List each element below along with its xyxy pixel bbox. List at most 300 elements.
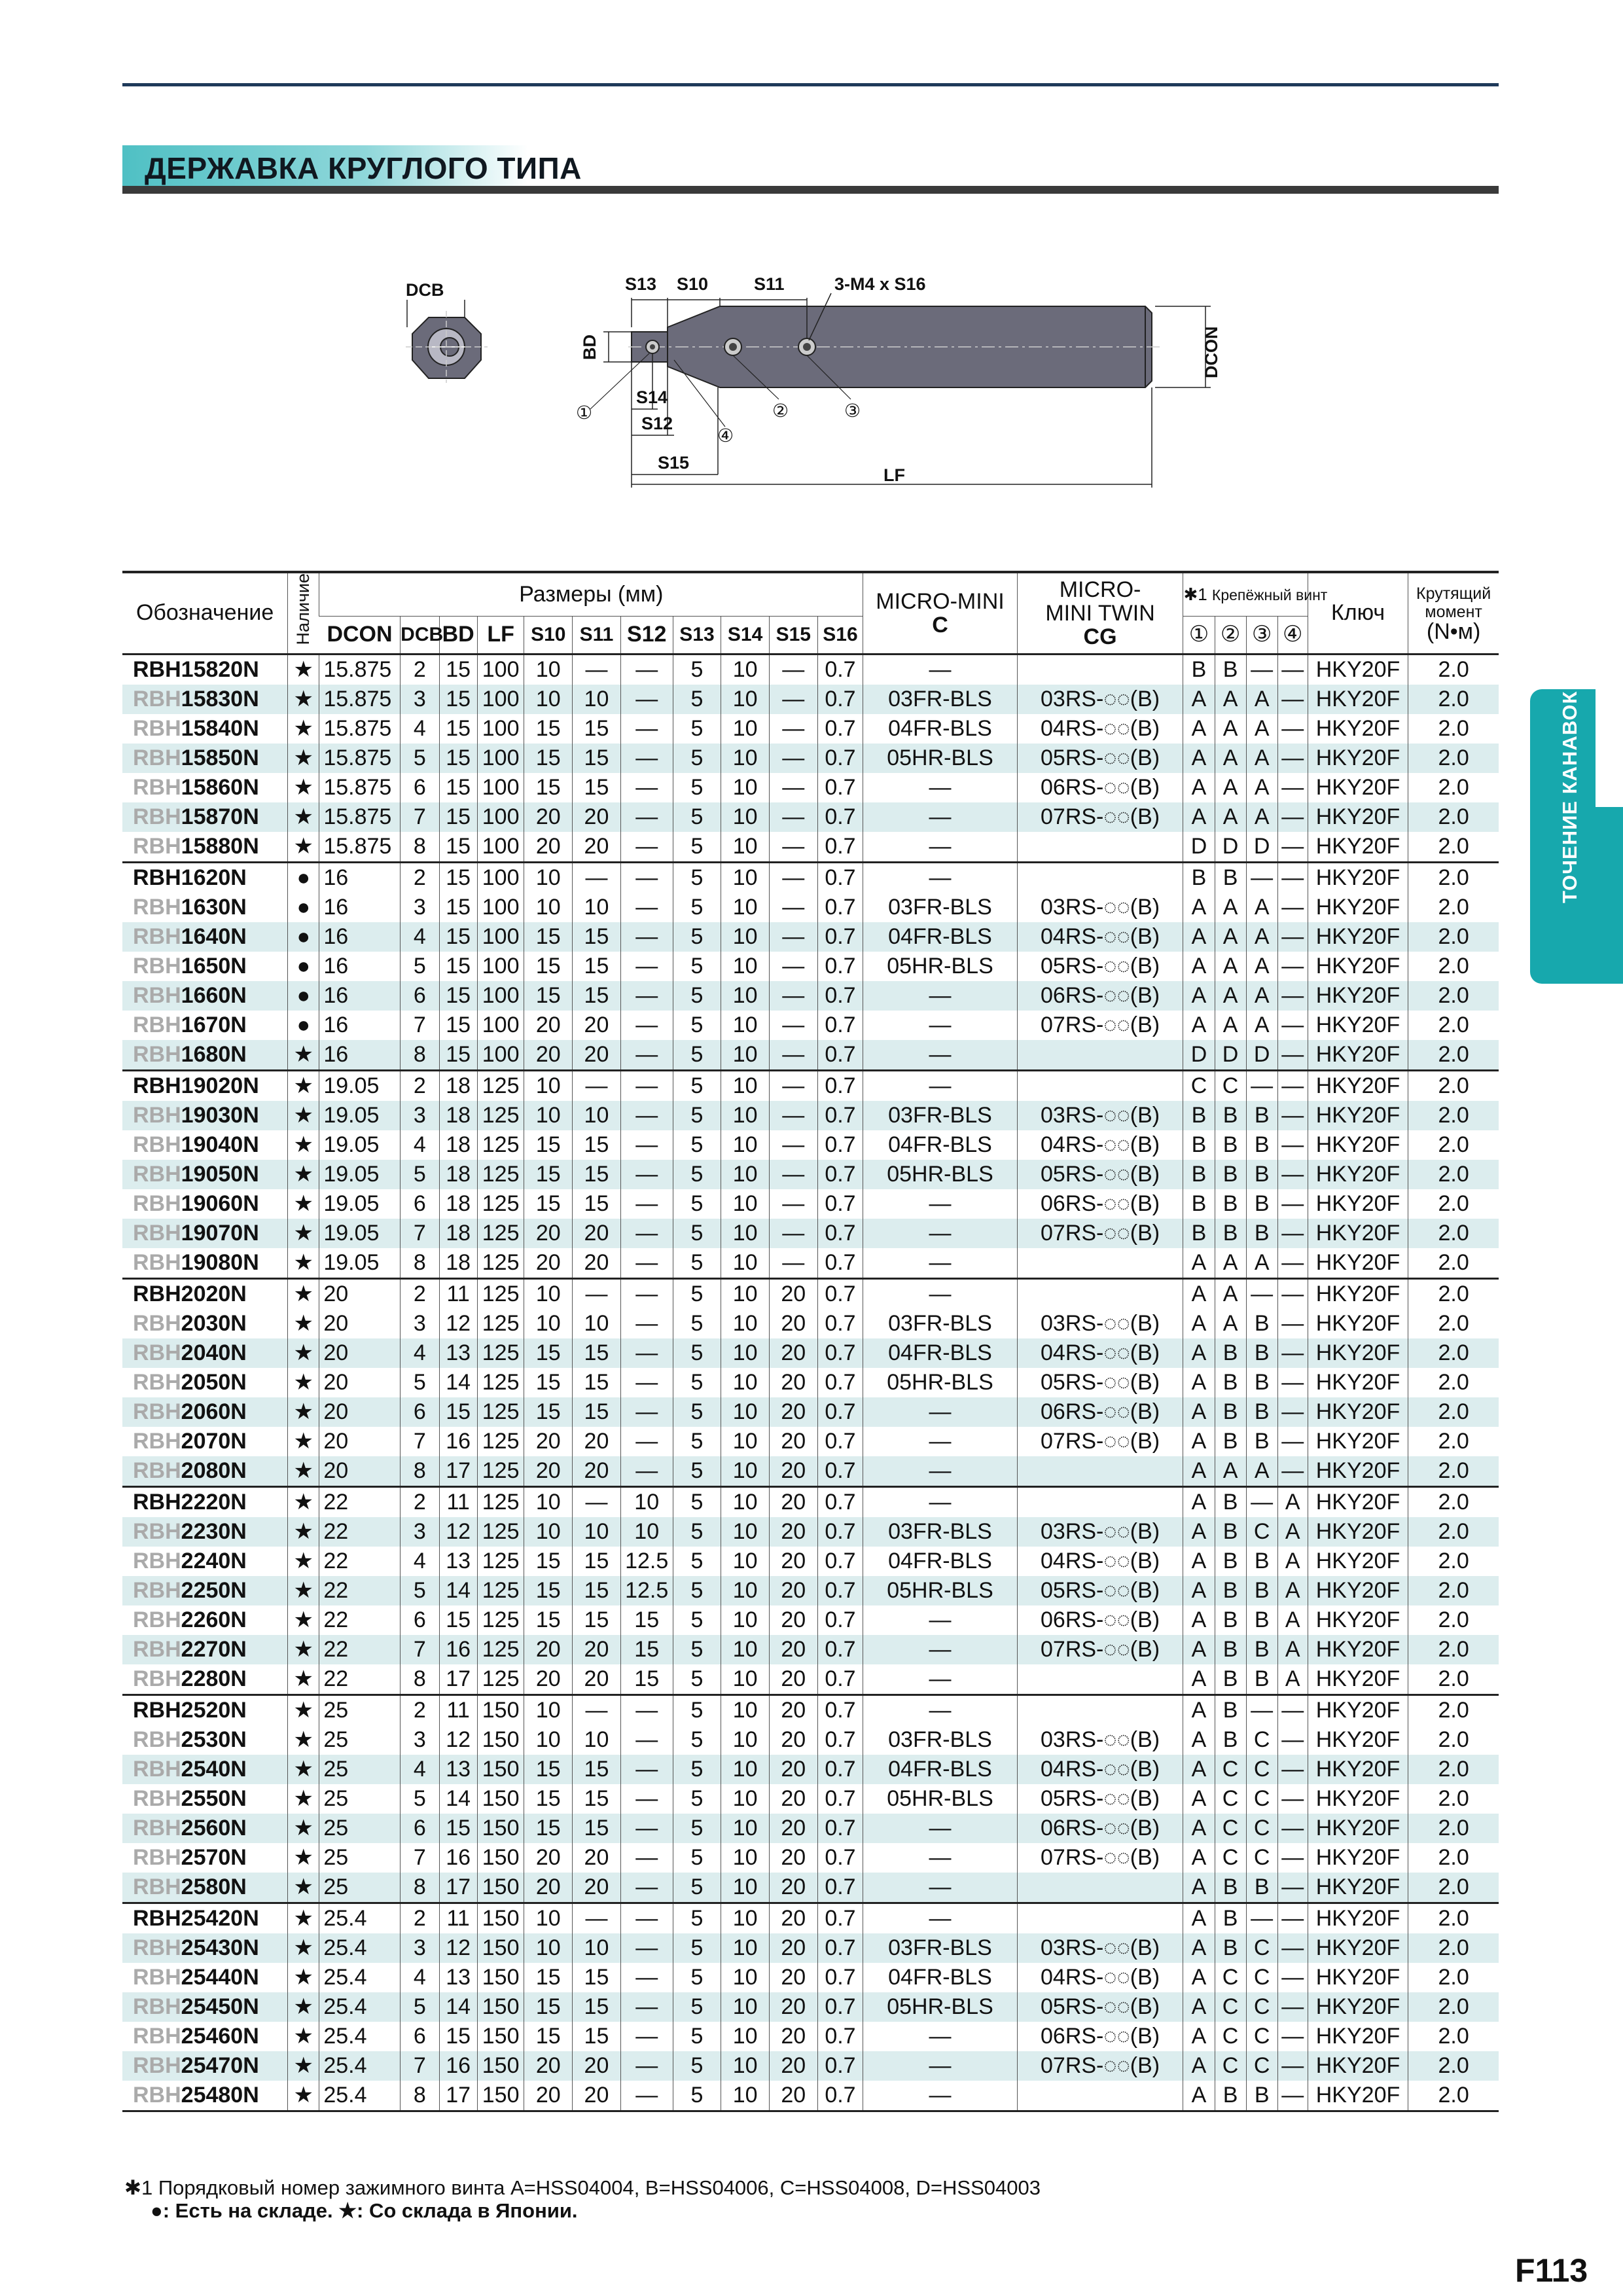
cell-lf: 125	[477, 1456, 524, 1487]
cell-key: HKY20F	[1308, 1101, 1408, 1130]
cell-screw-3: A	[1246, 802, 1277, 832]
table-row	[122, 832, 1499, 863]
cell-dcb: 6	[401, 773, 439, 802]
cell-screw-3: B	[1246, 1338, 1277, 1368]
cell-screw-2: B	[1215, 654, 1246, 685]
cell-micro-mini: 03FR-BLS	[863, 1309, 1017, 1338]
cell-screw-1: A	[1183, 802, 1215, 832]
cell-code	[122, 1486, 288, 1517]
cell-dcb: 4	[401, 1963, 439, 1992]
cell-s11: 20	[573, 1843, 621, 1873]
cell-screw-3: B	[1246, 1397, 1277, 1427]
cell-screw-3: C	[1246, 1843, 1277, 1873]
cell-lf: 100	[477, 714, 524, 744]
cell-torque: 2.0	[1408, 1248, 1499, 1279]
cell-dcon: 22	[319, 1664, 401, 1695]
cell-s15: 20	[769, 1784, 817, 1814]
cell-s16: 0.7	[817, 1278, 863, 1309]
cell-torque: 2.0	[1408, 1456, 1499, 1487]
cell-bd: 16	[439, 1635, 477, 1664]
table-row	[122, 1486, 1499, 1517]
cell-dcon: 16	[319, 1040, 401, 1071]
cell-bd: 12	[439, 1725, 477, 1755]
table-row	[122, 1547, 1499, 1576]
cell-key: HKY20F	[1308, 1248, 1408, 1279]
code-prefix: RBH	[133, 804, 181, 829]
code-suffix: 2230N	[181, 1518, 247, 1544]
cell-dcb: 7	[401, 802, 439, 832]
cell-screw-4: —	[1277, 744, 1308, 773]
cell-micro-mini-twin: 05RS-◌◌(B)	[1017, 1160, 1183, 1189]
cell-s14: 10	[721, 1903, 770, 1933]
cell-screw-3: —	[1246, 1070, 1277, 1101]
cell-s13: 5	[673, 922, 721, 952]
code-suffix: 2080N	[181, 1458, 247, 1483]
cell-code	[122, 1903, 288, 1933]
micro-mini-code: C	[932, 612, 948, 637]
code-suffix: 2050N	[181, 1369, 247, 1395]
cell-code	[122, 1755, 288, 1784]
cell-key: HKY20F	[1308, 1784, 1408, 1814]
col-s15: S15	[769, 617, 817, 654]
cell-screw-4: —	[1277, 1040, 1308, 1071]
cell-screw-4: —	[1277, 832, 1308, 863]
cell-screw-2: B	[1215, 1368, 1246, 1397]
cell-screw-1: B	[1183, 1160, 1215, 1189]
cell-screw-2: B	[1215, 1933, 1246, 1963]
cell-screw-1: A	[1183, 1992, 1215, 2022]
cell-screw-3: B	[1246, 1873, 1277, 1903]
cell-micro-mini-twin: 04RS-◌◌(B)	[1017, 922, 1183, 952]
cell-s15: 20	[769, 1576, 817, 1605]
cell-screw-4: —	[1277, 685, 1308, 714]
cell-screw-3: D	[1246, 1040, 1277, 1071]
cell-micro-mini-twin: 06RS-◌◌(B)	[1017, 2022, 1183, 2051]
cell-screw-1: A	[1183, 1873, 1215, 1903]
cell-micro-mini: —	[863, 654, 1017, 685]
cell-s10: 20	[524, 1873, 573, 1903]
cell-torque: 2.0	[1408, 922, 1499, 952]
cell-torque: 2.0	[1408, 1130, 1499, 1160]
cell-code	[122, 1784, 288, 1814]
cell-avail: ★	[288, 1755, 319, 1784]
callout-2: ②	[772, 401, 789, 421]
cell-s10: 10	[524, 1070, 573, 1101]
cell-bd: 11	[439, 1278, 477, 1309]
cell-torque: 2.0	[1408, 802, 1499, 832]
cell-dcb: 8	[401, 1873, 439, 1903]
cell-lf: 150	[477, 2051, 524, 2081]
cell-key: HKY20F	[1308, 714, 1408, 744]
cell-micro-mini-twin: 06RS-◌◌(B)	[1017, 773, 1183, 802]
cell-screw-2: C	[1215, 1992, 1246, 2022]
cell-s12: —	[620, 1368, 673, 1397]
cell-s12: —	[620, 2051, 673, 2081]
cell-screw-3: B	[1246, 1605, 1277, 1635]
cell-s13: 5	[673, 1725, 721, 1755]
cell-s13: 5	[673, 1368, 721, 1397]
cell-key: HKY20F	[1308, 1903, 1408, 1933]
code-suffix: 19080N	[181, 1249, 259, 1275]
cell-screw-1: A	[1183, 1903, 1215, 1933]
cell-lf: 125	[477, 1070, 524, 1101]
cell-s10: 20	[524, 1040, 573, 1071]
cell-screw-1: A	[1183, 952, 1215, 981]
cell-dcb: 2	[401, 1278, 439, 1309]
code-prefix: RBH	[133, 1756, 181, 1782]
cell-dcb: 6	[401, 981, 439, 1011]
cell-micro-mini: 05HR-BLS	[863, 1992, 1017, 2022]
cell-bd: 15	[439, 685, 477, 714]
cell-s13: 5	[673, 1160, 721, 1189]
cell-screw-3: B	[1246, 1219, 1277, 1248]
cell-s14: 10	[721, 1517, 770, 1547]
cell-s15: 20	[769, 2051, 817, 2081]
cell-screw-4: —	[1277, 1992, 1308, 2022]
cell-s14: 10	[721, 1070, 770, 1101]
cell-micro-mini-twin: 04RS-◌◌(B)	[1017, 1547, 1183, 1576]
cell-s13: 5	[673, 1547, 721, 1576]
cell-key: HKY20F	[1308, 1397, 1408, 1427]
cell-s11: 15	[573, 744, 621, 773]
table-row	[122, 685, 1499, 714]
code-prefix: RBH	[133, 1340, 181, 1365]
cell-screw-2: C	[1215, 1755, 1246, 1784]
cell-bd: 15	[439, 922, 477, 952]
cell-lf: 100	[477, 685, 524, 714]
code-prefix: RBH	[133, 745, 181, 770]
cell-dcon: 16	[319, 952, 401, 981]
cell-screw-4: —	[1277, 654, 1308, 685]
cell-s15: 20	[769, 1814, 817, 1843]
col-s14: S14	[721, 617, 770, 654]
cell-bd: 14	[439, 1784, 477, 1814]
cell-dcb: 6	[401, 1397, 439, 1427]
cell-s15: —	[769, 685, 817, 714]
cell-key: HKY20F	[1308, 862, 1408, 893]
micro-mini-twin-label: MICRO-MINI TWIN	[1045, 577, 1155, 626]
cell-s12: —	[620, 773, 673, 802]
cell-screw-3: A	[1246, 744, 1277, 773]
cell-avail: ★	[288, 1992, 319, 2022]
cell-s12: 12.5	[620, 1576, 673, 1605]
code-suffix: 19040N	[181, 1132, 259, 1157]
code-prefix: RBH	[133, 1399, 181, 1424]
cell-dcb: 2	[401, 654, 439, 685]
cell-lf: 100	[477, 1040, 524, 1071]
cell-screw-4: —	[1277, 2022, 1308, 2051]
cell-screw-2: B	[1215, 1189, 1246, 1219]
code-prefix: RBH	[133, 865, 181, 890]
col-availability	[288, 572, 319, 654]
cell-s10: 15	[524, 1576, 573, 1605]
cell-torque: 2.0	[1408, 714, 1499, 744]
cell-screw-2: A	[1215, 952, 1246, 981]
title-bar	[122, 145, 1499, 194]
code-suffix: 15850N	[181, 745, 259, 770]
cell-micro-mini-twin	[1017, 1070, 1183, 1101]
cell-dcb: 5	[401, 744, 439, 773]
cell-avail: ●	[288, 952, 319, 981]
cell-s16: 0.7	[817, 1427, 863, 1456]
cell-s16: 0.7	[817, 1160, 863, 1189]
cell-screw-1: A	[1183, 2051, 1215, 2081]
cell-s12: —	[620, 1011, 673, 1040]
cell-s14: 10	[721, 1160, 770, 1189]
table-row	[122, 773, 1499, 802]
code-suffix: 2280N	[181, 1666, 247, 1691]
cell-dcb: 8	[401, 1040, 439, 1071]
col-dcb: DCB	[401, 617, 439, 654]
cell-screw-1: A	[1183, 1547, 1215, 1576]
cell-micro-mini-twin: 03RS-◌◌(B)	[1017, 1309, 1183, 1338]
cell-s12: —	[620, 922, 673, 952]
cell-s16: 0.7	[817, 1784, 863, 1814]
cell-torque: 2.0	[1408, 1903, 1499, 1933]
cell-s16: 0.7	[817, 1070, 863, 1101]
cell-screw-1: A	[1183, 1368, 1215, 1397]
cell-lf: 125	[477, 1635, 524, 1664]
cell-s14: 10	[721, 2051, 770, 2081]
cell-s12: —	[620, 1219, 673, 1248]
cell-s11: 20	[573, 1873, 621, 1903]
cell-key: HKY20F	[1308, 1635, 1408, 1664]
cell-s10: 10	[524, 1278, 573, 1309]
cell-s10: 20	[524, 1248, 573, 1279]
cell-s15: 20	[769, 2022, 817, 2051]
cell-code	[122, 654, 288, 685]
cell-micro-mini-twin	[1017, 1248, 1183, 1279]
cell-dcb: 3	[401, 1725, 439, 1755]
cell-screw-2: B	[1215, 862, 1246, 893]
cell-screw-2: B	[1215, 1725, 1246, 1755]
table-row	[122, 2081, 1499, 2111]
cell-s12: —	[620, 685, 673, 714]
cell-screw-3: C	[1246, 1784, 1277, 1814]
code-prefix: RBH	[133, 1041, 181, 1067]
cell-bd: 13	[439, 1547, 477, 1576]
cell-micro-mini-twin: 07RS-◌◌(B)	[1017, 1427, 1183, 1456]
cell-micro-mini: —	[863, 1189, 1017, 1219]
code-suffix: 19030N	[181, 1102, 259, 1128]
cell-screw-4: —	[1277, 1338, 1308, 1368]
cell-lf: 100	[477, 922, 524, 952]
cell-screw-1: A	[1183, 1843, 1215, 1873]
cell-torque: 2.0	[1408, 1011, 1499, 1040]
cell-screw-3: C	[1246, 1725, 1277, 1755]
table-row	[122, 1903, 1499, 1933]
cell-s14: 10	[721, 1309, 770, 1338]
cell-s11: 15	[573, 1963, 621, 1992]
cell-micro-mini-twin: 07RS-◌◌(B)	[1017, 2051, 1183, 2081]
cell-s15: 20	[769, 2081, 817, 2111]
code-suffix: 2250N	[181, 1577, 247, 1603]
cell-s14: 10	[721, 1873, 770, 1903]
cell-s11: 15	[573, 1784, 621, 1814]
cell-s11: —	[573, 862, 621, 893]
cell-code	[122, 1695, 288, 1725]
cell-avail: ●	[288, 1011, 319, 1040]
cell-screw-2: B	[1215, 1101, 1246, 1130]
cell-screw-3: —	[1246, 654, 1277, 685]
cell-code	[122, 1248, 288, 1279]
cell-avail: ★	[288, 1338, 319, 1368]
cell-s10: 15	[524, 1814, 573, 1843]
cell-avail: ★	[288, 1219, 319, 1248]
cell-screw-3: A	[1246, 1011, 1277, 1040]
cell-s10: 15	[524, 952, 573, 981]
cell-s13: 5	[673, 1576, 721, 1605]
cell-micro-mini: —	[863, 1397, 1017, 1427]
cell-lf: 125	[477, 1576, 524, 1605]
col-lf: LF	[477, 617, 524, 654]
table-row	[122, 1219, 1499, 1248]
cell-screw-1: B	[1183, 862, 1215, 893]
cell-avail: ★	[288, 1309, 319, 1338]
cell-s10: 10	[524, 1695, 573, 1725]
bd-label: BD	[580, 334, 599, 360]
cell-screw-2: B	[1215, 1219, 1246, 1248]
cell-torque: 2.0	[1408, 1695, 1499, 1725]
cell-avail: ★	[288, 1843, 319, 1873]
cell-s12: —	[620, 1040, 673, 1071]
code-prefix: RBH	[133, 1161, 181, 1187]
table-row	[122, 1070, 1499, 1101]
cell-screw-4: —	[1277, 1456, 1308, 1487]
cell-s10: 20	[524, 1456, 573, 1487]
cell-s16: 0.7	[817, 1130, 863, 1160]
cell-avail: ★	[288, 1517, 319, 1547]
cell-s15: —	[769, 1219, 817, 1248]
table-row	[122, 1963, 1499, 1992]
cell-s12: 15	[620, 1664, 673, 1695]
cell-micro-mini: —	[863, 1873, 1017, 1903]
table-row	[122, 1933, 1499, 1963]
cell-s16: 0.7	[817, 832, 863, 863]
cell-key: HKY20F	[1308, 2051, 1408, 2081]
cell-screw-4: —	[1277, 1160, 1308, 1189]
cell-s11: 20	[573, 1427, 621, 1456]
cell-torque: 2.0	[1408, 2051, 1499, 2081]
cell-s15: —	[769, 952, 817, 981]
table-row	[122, 1101, 1499, 1130]
table-row	[122, 1873, 1499, 1903]
cell-screw-1: B	[1183, 654, 1215, 685]
cell-key: HKY20F	[1308, 773, 1408, 802]
callout-4: ④	[717, 425, 734, 446]
cell-s15: —	[769, 981, 817, 1011]
cell-screw-2: A	[1215, 1011, 1246, 1040]
cell-s15: —	[769, 1011, 817, 1040]
cell-lf: 100	[477, 952, 524, 981]
cell-dcb: 2	[401, 1695, 439, 1725]
cell-s14: 10	[721, 1219, 770, 1248]
cell-micro-mini: 05HR-BLS	[863, 1368, 1017, 1397]
screw-label: 3-M4 x S16	[834, 274, 926, 294]
table-row	[122, 1576, 1499, 1605]
cell-code	[122, 1933, 288, 1963]
spec-table-body	[122, 654, 1499, 2111]
cell-dcb: 5	[401, 1160, 439, 1189]
cell-screw-4: A	[1277, 1486, 1308, 1517]
cell-screw-1: A	[1183, 1933, 1215, 1963]
cell-code	[122, 832, 288, 863]
code-suffix: 1620N	[181, 865, 247, 890]
code-suffix: 1650N	[181, 953, 247, 978]
cell-key: HKY20F	[1308, 1547, 1408, 1576]
cell-torque: 2.0	[1408, 1933, 1499, 1963]
cell-s13: 5	[673, 1517, 721, 1547]
cell-code	[122, 1397, 288, 1427]
cell-screw-1: B	[1183, 1130, 1215, 1160]
cell-screw-1: A	[1183, 1309, 1215, 1338]
cell-micro-mini-twin	[1017, 1040, 1183, 1071]
code-prefix: RBH	[133, 1935, 181, 1960]
cell-s14: 10	[721, 685, 770, 714]
cell-s13: 5	[673, 981, 721, 1011]
cell-s10: 10	[524, 862, 573, 893]
code-suffix: 2530N	[181, 1727, 247, 1752]
code-suffix: 19060N	[181, 1191, 259, 1216]
cell-dcb: 3	[401, 1101, 439, 1130]
cell-micro-mini-twin: 07RS-◌◌(B)	[1017, 802, 1183, 832]
code-prefix: RBH	[133, 1132, 181, 1157]
cell-dcb: 8	[401, 1248, 439, 1279]
code-prefix: RBH	[133, 1428, 181, 1454]
table-row	[122, 1784, 1499, 1814]
cell-s12: —	[620, 952, 673, 981]
cell-micro-mini-twin: 06RS-◌◌(B)	[1017, 1814, 1183, 1843]
cell-dcb: 3	[401, 685, 439, 714]
cell-screw-2: C	[1215, 1963, 1246, 1992]
cell-screw-4: —	[1277, 922, 1308, 952]
cell-s10: 15	[524, 1755, 573, 1784]
code-suffix: 2570N	[181, 1844, 247, 1870]
footnote-screws: ✱1 Порядковый номер зажимного винта A=HSS04004, B=HSS04006, C=HSS04008, D=HSS04003	[124, 2176, 1041, 2199]
cell-lf: 125	[477, 1397, 524, 1427]
table-row	[122, 1725, 1499, 1755]
cell-dcb: 4	[401, 1547, 439, 1576]
cell-dcb: 4	[401, 1130, 439, 1160]
cell-screw-4: —	[1277, 1189, 1308, 1219]
code-prefix: RBH	[133, 1666, 181, 1691]
cell-bd: 15	[439, 832, 477, 863]
code-suffix: 25480N	[181, 2082, 259, 2108]
cell-dcb: 8	[401, 2081, 439, 2111]
cell-s10: 15	[524, 1130, 573, 1160]
cell-s11: 10	[573, 893, 621, 922]
cell-s12: 15	[620, 1635, 673, 1664]
cell-bd: 11	[439, 1695, 477, 1725]
cell-screw-2: B	[1215, 2081, 1246, 2111]
cell-screw-1: A	[1183, 2081, 1215, 2111]
cell-screw-3: B	[1246, 1368, 1277, 1397]
code-suffix: 2560N	[181, 1815, 247, 1840]
cell-screw-3: A	[1246, 952, 1277, 981]
cell-dcb: 5	[401, 1576, 439, 1605]
screw-label: Крепёжный винт	[1211, 586, 1328, 604]
cell-screw-1: A	[1183, 685, 1215, 714]
cell-s13: 5	[673, 1278, 721, 1309]
cell-s13: 5	[673, 654, 721, 685]
cell-micro-mini-twin: 03RS-◌◌(B)	[1017, 1101, 1183, 1130]
cell-micro-mini-twin: 03RS-◌◌(B)	[1017, 1517, 1183, 1547]
cell-s16: 0.7	[817, 1547, 863, 1576]
table-row	[122, 654, 1499, 685]
cell-screw-3: B	[1246, 1130, 1277, 1160]
cell-s16: 0.7	[817, 1605, 863, 1635]
cell-dcb: 6	[401, 1814, 439, 1843]
